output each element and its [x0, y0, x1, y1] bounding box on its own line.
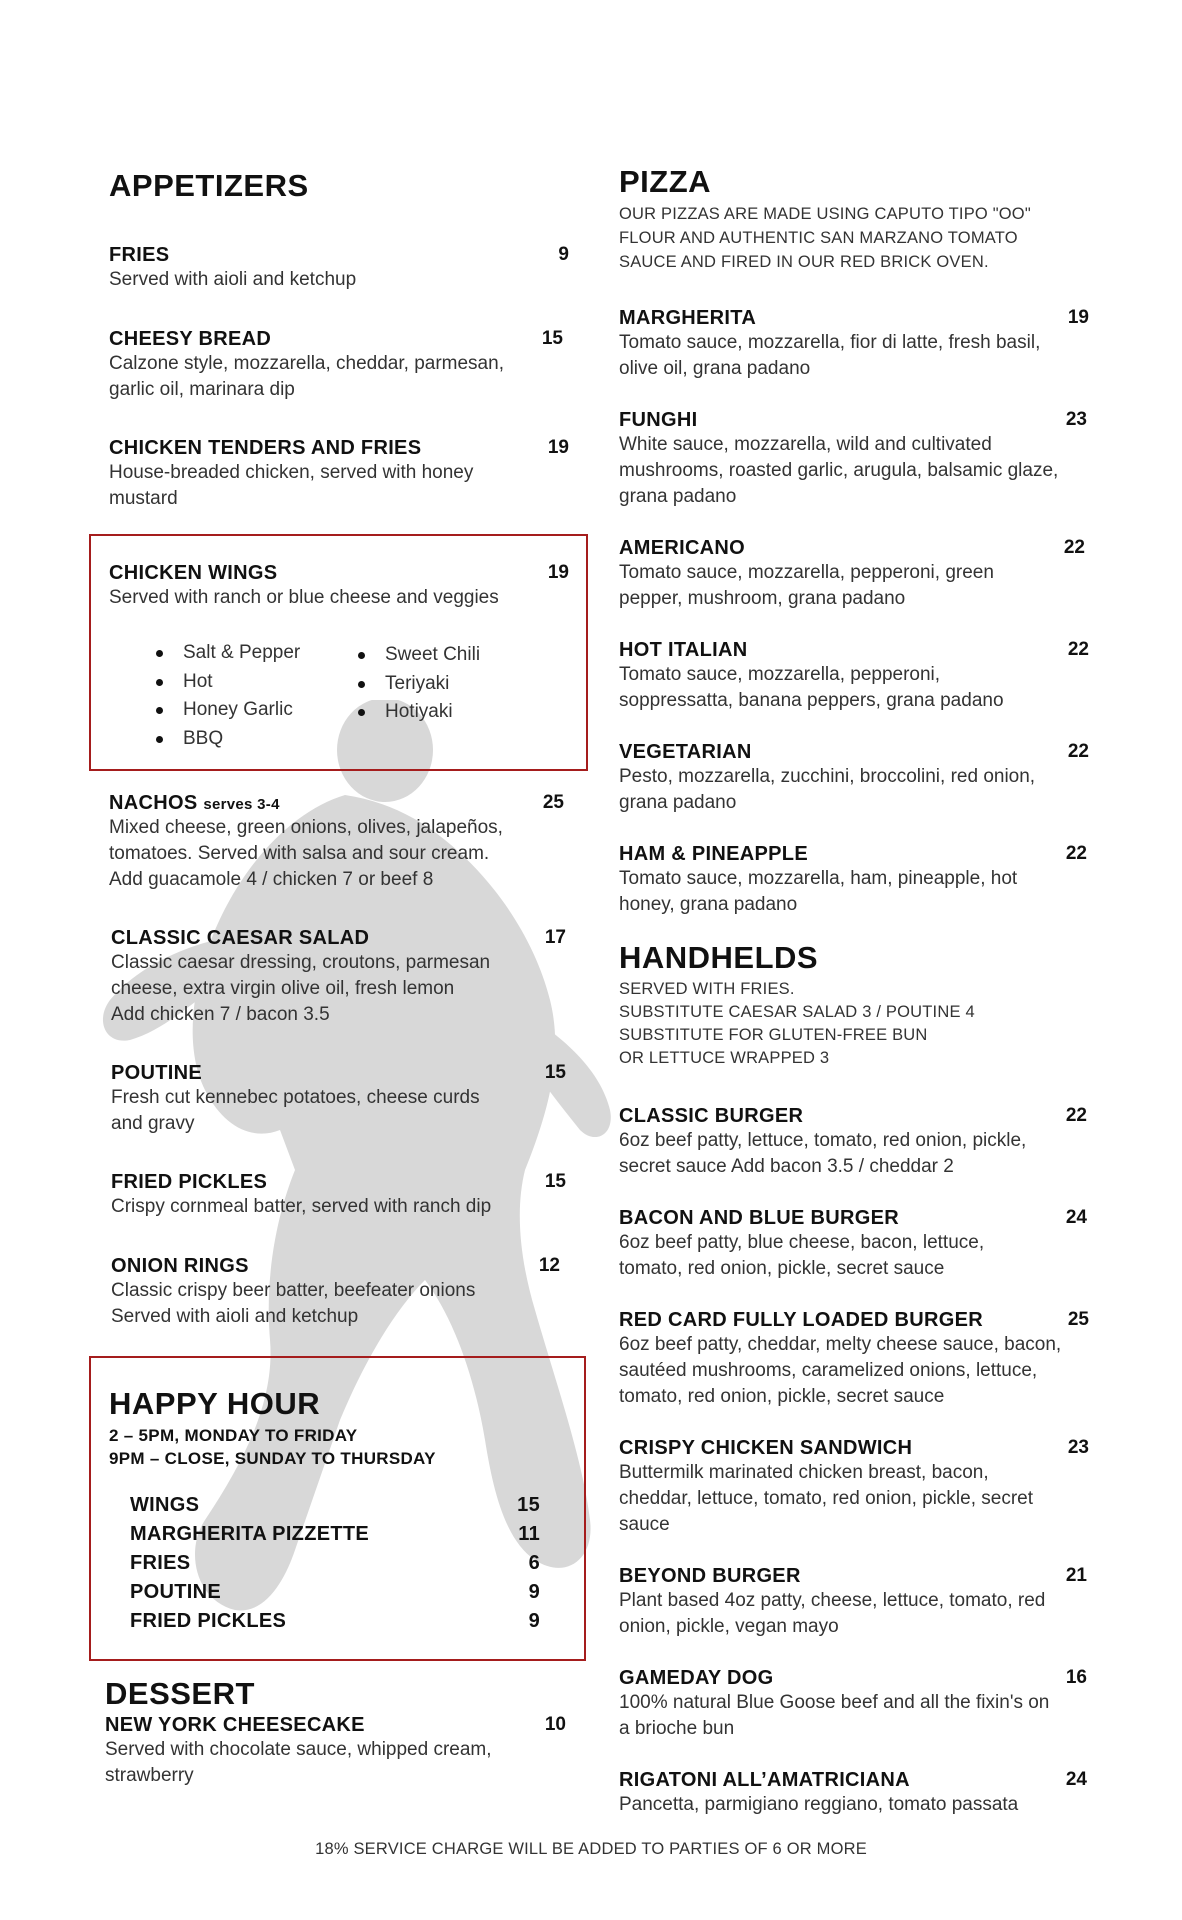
- item-price: 19: [1067, 307, 1089, 328]
- item-desc: Served with chocolate sauce, whipped cream, strawberry: [105, 1739, 492, 1786]
- item-desc: Mixed cheese, green onions, olives, jalapeños, tomatoes. Served with salsa and sour cream.: [109, 817, 503, 864]
- handhelds-note-3: SUBSTITUTE FOR GLUTEN-FREE BUN: [619, 1026, 928, 1044]
- item-desc: Pesto, mozzarella, zucchini, broccolini, red onion, grana padano: [619, 766, 1036, 813]
- flavor-item: Hot: [153, 668, 300, 697]
- item-desc: Plant based 4oz patty, cheese, lettuce, tomato, red onion, pickle, vegan mayo: [619, 1590, 1046, 1637]
- hh-item-price: 6: [528, 1552, 540, 1574]
- menu-item: [105, 1714, 566, 1789]
- menu-item: [619, 1667, 1089, 1742]
- item-desc: Classic crispy beer batter, beefeater onions: [111, 1280, 476, 1301]
- item-price: 24: [1065, 1769, 1087, 1790]
- item-price: 12: [538, 1255, 560, 1276]
- menu-item: [619, 307, 1089, 382]
- item-desc: Calzone style, mozzarella, cheddar, parmesan, garlic oil, marinara dip: [109, 353, 504, 400]
- item-desc: 6oz beef patty, lettuce, tomato, red onion, pickle, secret sauce Add bacon 3.5 / cheddar 2: [619, 1130, 1027, 1177]
- item-price: 22: [1067, 741, 1089, 762]
- item-name: RED CARD FULLY LOADED BURGER: [619, 1309, 983, 1331]
- item-price: 15: [544, 1062, 566, 1083]
- menu-item: [111, 1255, 566, 1330]
- item-price: 16: [1065, 1667, 1087, 1688]
- item-name: [109, 792, 564, 815]
- handhelds-note-4: OR LETTUCE WRAPPED 3: [619, 1049, 830, 1067]
- item-name: GAMEDAY DOG: [619, 1667, 774, 1689]
- menu-item: [111, 1171, 566, 1220]
- item-price: 22: [1065, 843, 1087, 864]
- menu-item: [109, 328, 569, 403]
- menu-item: [109, 792, 564, 893]
- item-price: 17: [544, 927, 566, 948]
- item-name: CHEESY BREAD: [109, 328, 272, 350]
- menu-item: [619, 1437, 1089, 1538]
- menu-item: [619, 1105, 1089, 1180]
- item-price: 19: [547, 562, 569, 583]
- item-desc: Fresh cut kennebec potatoes, cheese curds and gravy: [111, 1087, 480, 1134]
- menu-item: [109, 244, 569, 293]
- menu-item: [109, 562, 569, 611]
- flavor-item: Honey Garlic: [153, 696, 300, 725]
- wing-flavors-left: [153, 639, 300, 753]
- service-charge-note: 18% SERVICE CHARGE WILL BE ADDED TO PARTIES OF 6 OR MORE: [315, 1840, 867, 1858]
- item-name: POUTINE: [111, 1062, 202, 1084]
- item-name: FUNGHI: [619, 409, 698, 431]
- menu-item: [619, 537, 1089, 612]
- menu-item: [619, 843, 1089, 918]
- item-name: CLASSIC BURGER: [619, 1105, 804, 1127]
- happy-hour-row: [130, 1581, 540, 1610]
- flavor-item: BBQ: [153, 725, 300, 754]
- hh-item-price: 9: [528, 1610, 540, 1632]
- serves-note: serves 3-4: [203, 796, 280, 813]
- item-desc: Pancetta, parmigiano reggiano, tomato passata: [619, 1794, 1019, 1815]
- hh-item-price: 9: [528, 1581, 540, 1603]
- item-desc: Classic caesar dressing, croutons, parmesan cheese, extra virgin olive oil, fresh lemon: [111, 952, 491, 999]
- item-price: 15: [544, 1171, 566, 1192]
- wing-flavors-right: [355, 641, 480, 727]
- menu-item: [619, 1769, 1089, 1818]
- item-name: RIGATONI ALL’AMATRICIANA: [619, 1769, 910, 1791]
- item-price: 22: [1063, 537, 1085, 558]
- item-desc: Buttermilk marinated chicken breast, bacon, cheddar, lettuce, tomato, red onion, pickle, secret sauce: [619, 1462, 1034, 1535]
- item-name: CRISPY CHICKEN SANDWICH: [619, 1437, 913, 1459]
- item-addon: Add chicken 7 / bacon 3.5: [111, 1004, 330, 1025]
- happy-hour-time-2: 9PM – CLOSE, SUNDAY TO THURSDAY: [109, 1449, 436, 1468]
- item-name: NEW YORK CHEESECAKE: [105, 1714, 365, 1736]
- item-price: 25: [542, 792, 564, 813]
- item-desc: Served with ranch or blue cheese and veggies: [109, 587, 499, 608]
- flavor-item: Salt & Pepper: [153, 639, 300, 668]
- happy-hour-row: [130, 1523, 540, 1552]
- menu-item: [111, 1062, 566, 1137]
- pizza-note: OUR PIZZAS ARE MADE USING CAPUTO TIPO "OO" FLOUR AND AUTHENTIC SAN MARZANO TOMATO SAUCE AND FIRED IN OUR RED BRICK OVEN.: [619, 205, 1031, 271]
- menu-item: [619, 741, 1089, 816]
- item-addon: Add guacamole 4 / chicken 7 or beef 8: [109, 869, 434, 890]
- item-price: 9: [558, 244, 569, 265]
- item-name: CLASSIC CAESAR SALAD: [111, 927, 370, 949]
- happy-hour-row: [130, 1610, 540, 1639]
- hh-item-price: 15: [517, 1494, 540, 1516]
- item-name: FRIES: [109, 244, 170, 266]
- item-name-text: NACHOS: [109, 792, 198, 814]
- item-name: CHICKEN TENDERS AND FRIES: [109, 437, 422, 459]
- menu-item: [619, 639, 1089, 714]
- happy-hour-time-1: 2 – 5PM, MONDAY TO FRIDAY: [109, 1426, 358, 1445]
- hh-item-name: FRIES: [130, 1552, 191, 1574]
- item-desc: 100% natural Blue Goose beef and all the fixin's on a brioche bun: [619, 1692, 1050, 1739]
- item-desc: 6oz beef patty, blue cheese, bacon, lettuce, tomato, red onion, pickle, secret sauce: [619, 1232, 985, 1279]
- hh-item-price: 11: [518, 1523, 540, 1545]
- item-desc: Crispy cornmeal batter, served with ranch dip: [111, 1196, 492, 1217]
- item-price: 25: [1067, 1309, 1089, 1330]
- handhelds-title: HANDHELDS: [619, 940, 819, 975]
- item-name: BACON AND BLUE BURGER: [619, 1207, 900, 1229]
- item-price: 22: [1065, 1105, 1087, 1126]
- menu-item: [111, 927, 566, 1028]
- item-desc: Tomato sauce, mozzarella, fior di latte, fresh basil, olive oil, grana padano: [619, 332, 1041, 379]
- item-price: 23: [1065, 409, 1087, 430]
- item-name: MARGHERITA: [619, 307, 757, 329]
- flavor-item: Teriyaki: [355, 670, 480, 699]
- hh-item-name: FRIED PICKLES: [130, 1610, 287, 1632]
- item-price: 21: [1065, 1565, 1087, 1586]
- item-name: AMERICANO: [619, 537, 746, 559]
- happy-hour-title: HAPPY HOUR: [109, 1386, 321, 1421]
- item-name: FRIED PICKLES: [111, 1171, 268, 1193]
- menu-item: [619, 1207, 1089, 1282]
- item-price: 24: [1065, 1207, 1087, 1228]
- menu-item: [109, 437, 569, 512]
- happy-hour-row: [130, 1552, 540, 1581]
- dessert-title: DESSERT: [105, 1676, 255, 1711]
- item-name: VEGETARIAN: [619, 741, 752, 763]
- handhelds-note-1: SERVED WITH FRIES.: [619, 980, 795, 998]
- menu-item: [619, 1565, 1089, 1640]
- hh-item-name: WINGS: [130, 1494, 200, 1516]
- menu-item: [619, 409, 1089, 510]
- item-desc: Tomato sauce, mozzarella, pepperoni, soppressatta, banana peppers, grana padano: [619, 664, 1004, 711]
- item-name: CHICKEN WINGS: [109, 562, 278, 584]
- item-desc: Tomato sauce, mozzarella, ham, pineapple, hot honey, grana padano: [619, 868, 1018, 915]
- flavor-item: Hotiyaki: [355, 698, 480, 727]
- item-addon: Served with aioli and ketchup: [111, 1306, 359, 1327]
- item-desc: House-breaded chicken, served with honey mustard: [109, 462, 474, 509]
- item-price: 19: [547, 437, 569, 458]
- happy-hour-row: [130, 1494, 540, 1523]
- item-price: 10: [544, 1714, 566, 1735]
- item-name: HAM & PINEAPPLE: [619, 843, 808, 865]
- hh-item-name: POUTINE: [130, 1581, 221, 1603]
- item-price: 22: [1067, 639, 1089, 660]
- hh-item-name: MARGHERITA PIZZETTE: [130, 1523, 370, 1545]
- item-desc: Tomato sauce, mozzarella, pepperoni, green pepper, mushroom, grana padano: [619, 562, 994, 609]
- appetizers-title: APPETIZERS: [109, 168, 309, 203]
- flavor-item: Sweet Chili: [355, 641, 480, 670]
- item-desc: White sauce, mozzarella, wild and cultivated mushrooms, roasted garlic, arugula, balsamic glaze, grana padano: [619, 434, 1059, 507]
- menu-item: [619, 1309, 1089, 1410]
- item-price: 15: [541, 328, 563, 349]
- item-desc: Served with aioli and ketchup: [109, 269, 357, 290]
- item-name: ONION RINGS: [111, 1255, 249, 1277]
- item-name: HOT ITALIAN: [619, 639, 748, 661]
- item-price: 23: [1067, 1437, 1089, 1458]
- handhelds-note-2: SUBSTITUTE CAESAR SALAD 3 / POUTINE 4: [619, 1003, 975, 1021]
- item-desc: 6oz beef patty, cheddar, melty cheese sauce, bacon, sautéed mushrooms, caramelized onions, lettuce, tomato, red onion, pickle, secret sauce: [619, 1334, 1062, 1407]
- pizza-title: PIZZA: [619, 164, 712, 199]
- item-name: BEYOND BURGER: [619, 1565, 801, 1587]
